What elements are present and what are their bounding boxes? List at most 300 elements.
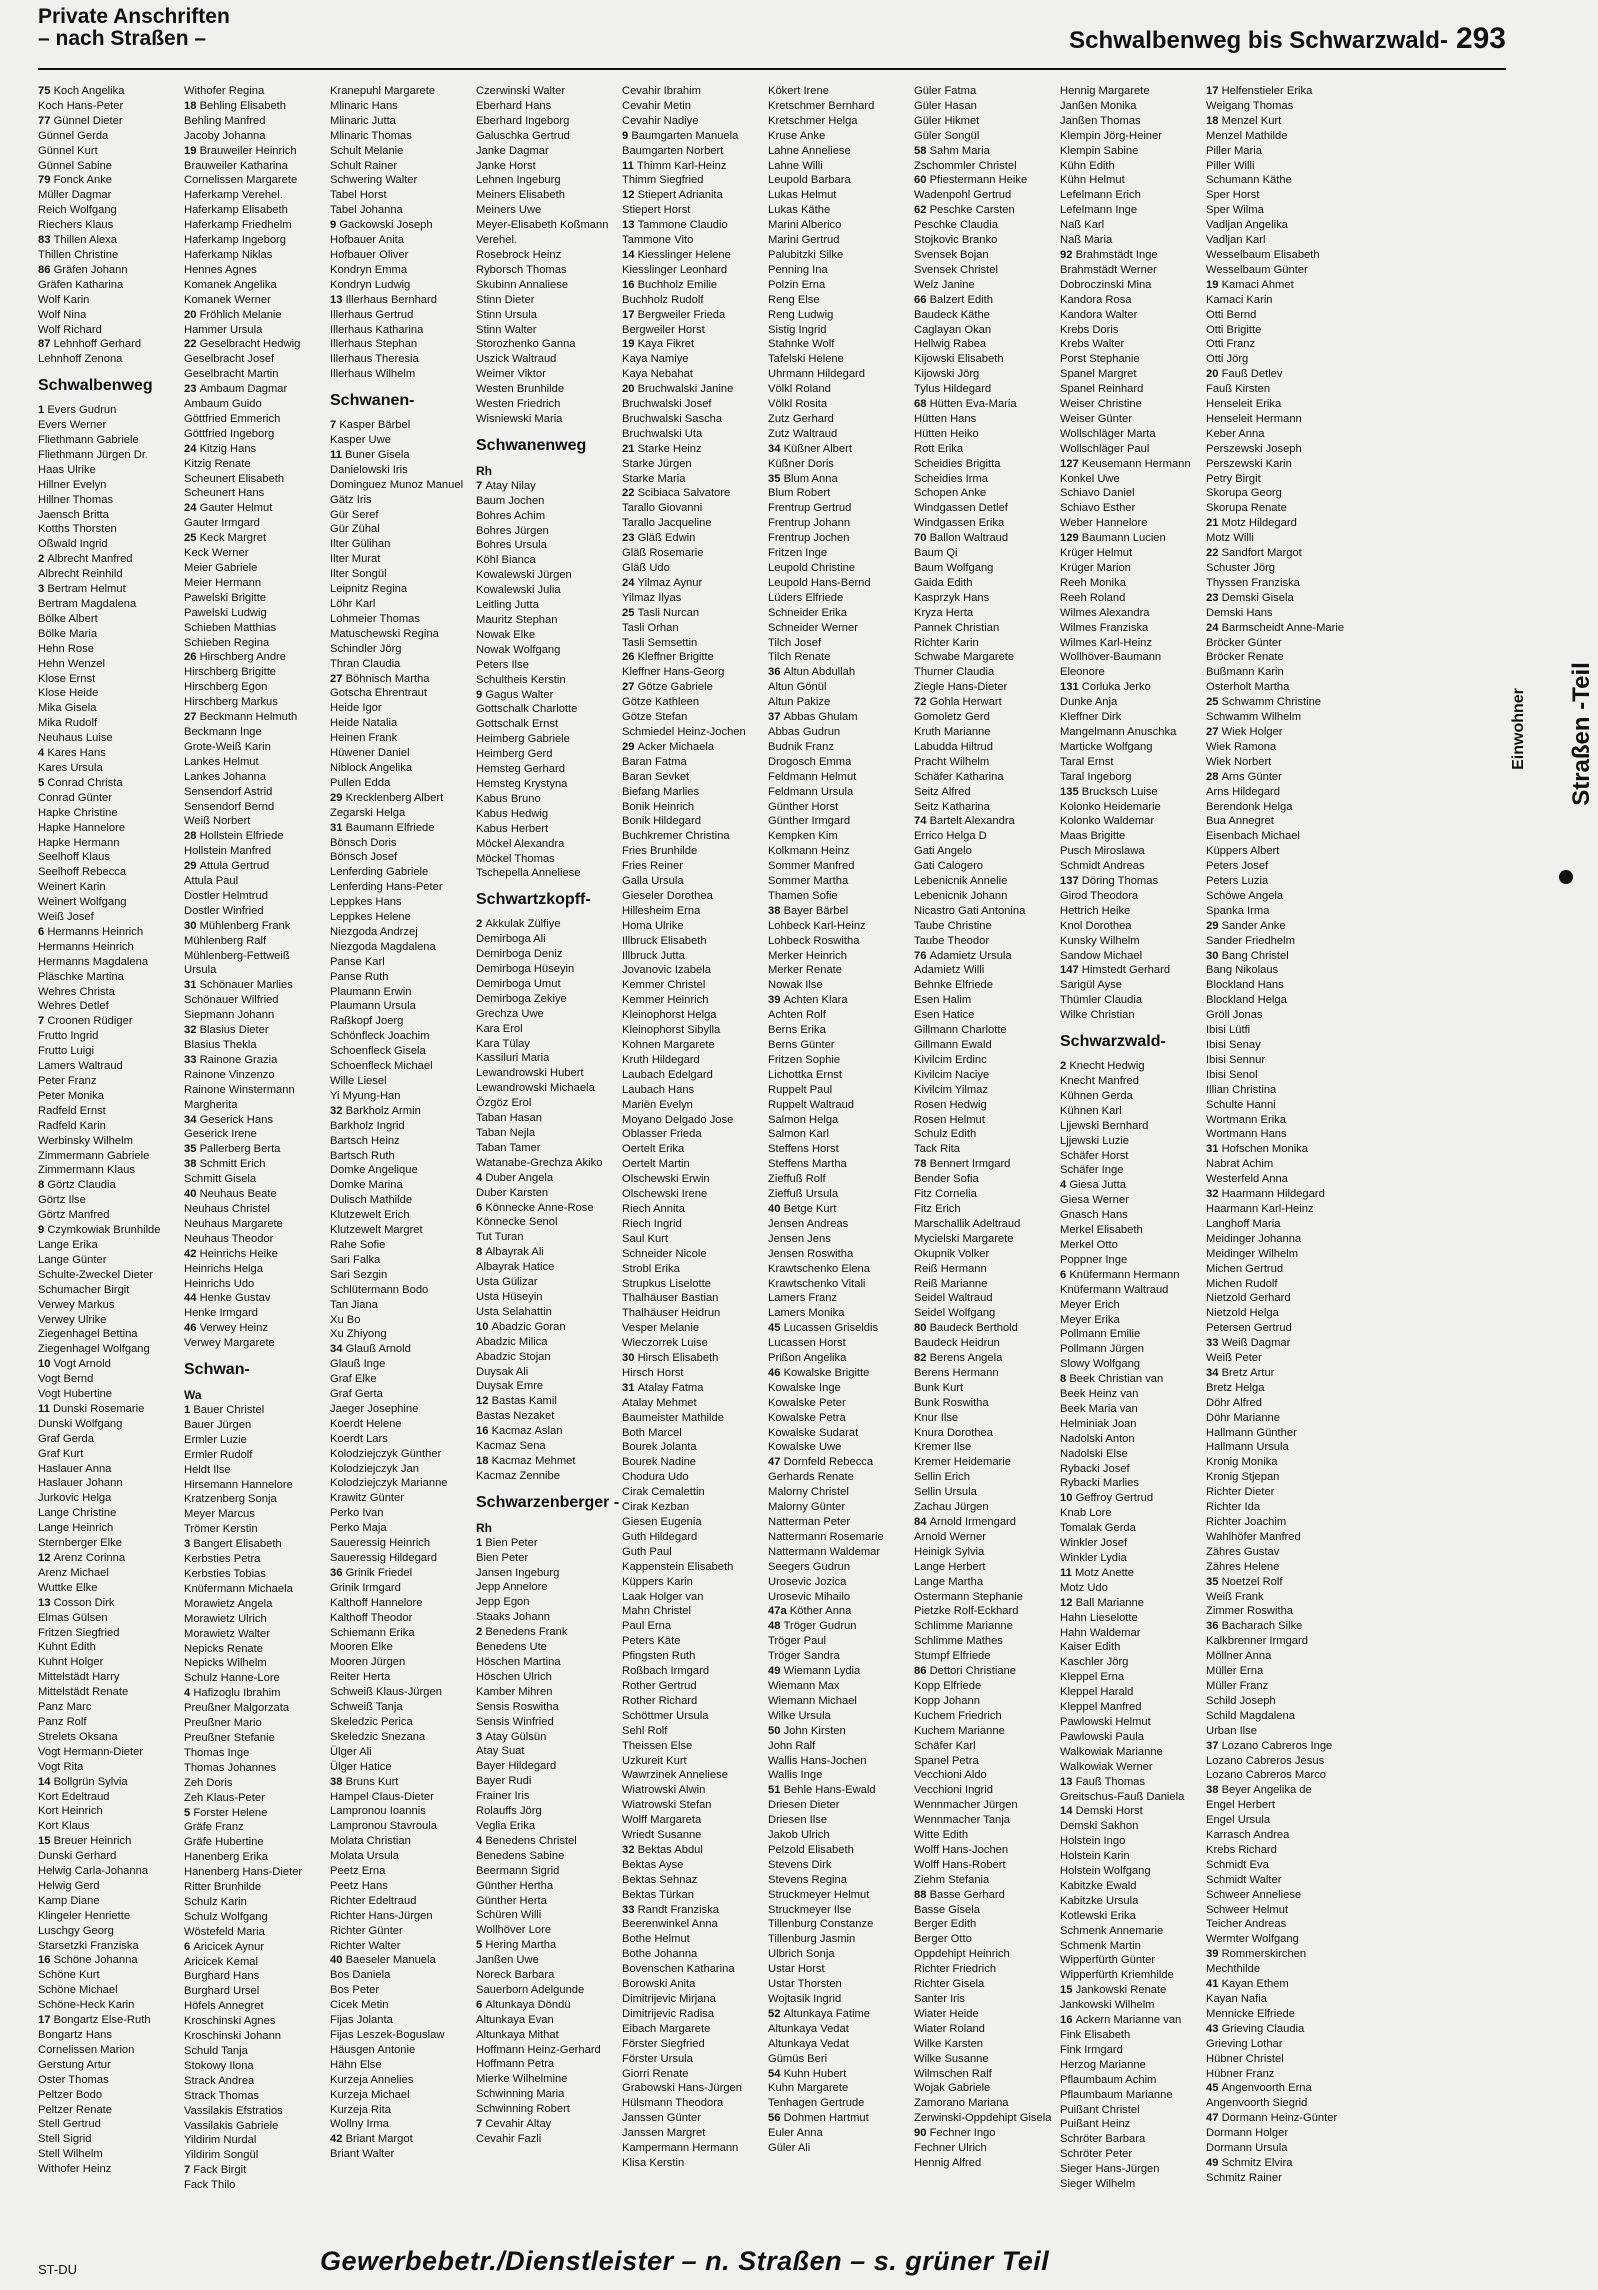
resident-name: Kivilcim Erdinc: [914, 1053, 987, 1066]
resident-name: Kassiluri Maria: [476, 1052, 550, 1065]
resident-name: Berger Otto: [914, 1933, 972, 1946]
resident-name: Zutz Waltraud: [768, 427, 838, 440]
resident-name: Weimer Viktor: [476, 368, 546, 381]
resident-name: Pawlowski Paula: [1060, 1730, 1144, 1743]
resident-entry: [476, 1908, 604, 1923]
resident-entry: [184, 829, 312, 844]
resident-name: Brucksch Luise: [1081, 785, 1158, 798]
resident-entry: [914, 814, 1042, 829]
resident-name: Lenferding Hans-Peter: [330, 881, 443, 894]
resident-name: Pläschke Martina: [38, 970, 124, 983]
resident-entry: [622, 1381, 750, 1396]
resident-entry: [38, 1804, 166, 1819]
resident-name: Breuer Heinrich: [53, 1835, 132, 1848]
resident-entry: [1060, 1506, 1188, 1521]
resident-entry: [1206, 546, 1334, 561]
resident-entry: [1206, 1470, 1334, 1485]
resident-name: Illian Christina: [1206, 1083, 1277, 1096]
resident-entry: [622, 1053, 750, 1068]
resident-entry: [476, 367, 604, 382]
resident-name: Altunkaya Vedat: [768, 2022, 849, 2035]
resident-entry: [330, 612, 458, 627]
resident-name: Thyssen Franziska: [1206, 576, 1300, 589]
resident-entry: [768, 1083, 896, 1098]
resident-entry: [476, 992, 604, 1007]
resident-name: Radfeld Ernst: [38, 1104, 106, 1117]
resident-entry: [184, 1217, 312, 1232]
resident-name: Reeh Monika: [1060, 576, 1126, 589]
house-number: 80: [914, 1322, 930, 1335]
resident-name: Sander Friedhelm: [1206, 934, 1295, 947]
house-number: 42: [184, 1247, 200, 1260]
resident-entry: [330, 1655, 458, 1670]
resident-name: Schmidt Eva: [1206, 1858, 1269, 1871]
resident-entry: [622, 1977, 750, 1992]
resident-name: Kowalske Peter: [768, 1396, 846, 1409]
resident-entry: [38, 597, 166, 612]
resident-name: Heimberg Gabriele: [476, 733, 570, 746]
resident-name: Uszick Waltraud: [476, 353, 557, 366]
resident-entry: [622, 1575, 750, 1590]
resident-entry: [184, 486, 312, 501]
resident-entry: [622, 1903, 750, 1918]
resident-name: Kroschinski Agnes: [184, 2015, 276, 2028]
resident-entry: [330, 1134, 458, 1149]
resident-entry: [1206, 352, 1334, 367]
resident-name: Stiepert Horst: [622, 204, 691, 217]
resident-entry: [622, 710, 750, 725]
resident-entry: [38, 1089, 166, 1104]
resident-entry: [184, 1910, 312, 1925]
resident-entry: [476, 1215, 604, 1230]
resident-name: Pusch Miroslawa: [1060, 845, 1145, 858]
resident-entry: [330, 352, 458, 367]
resident-name: Tasli Nurcan: [637, 606, 700, 619]
resident-entry: [38, 1551, 166, 1566]
resident-name: Behling Manfred: [184, 114, 266, 127]
resident-entry: [184, 1463, 312, 1478]
house-number: 21: [1206, 517, 1222, 530]
resident-name: Panse Ruth: [330, 970, 389, 983]
resident-name: Kandora Walter: [1060, 308, 1138, 321]
resident-entry: [184, 576, 312, 591]
resident-name: Taban Hasan: [476, 1112, 542, 1125]
resident-name: Mühlenberg-Fettweiß: [184, 949, 290, 962]
house-number: 74: [914, 815, 930, 828]
resident-name: Niezgoda Andrzej: [330, 925, 418, 938]
resident-name: Fechner Ulrich: [914, 2142, 987, 2155]
resident-name: Perszewski Karin: [1206, 457, 1292, 470]
house-number: 4: [38, 747, 48, 760]
resident-name: Krecklenberg Albert: [345, 791, 444, 804]
resident-name: Sper Horst: [1206, 189, 1260, 202]
resident-entry: [184, 1172, 312, 1187]
resident-entry: [1206, 1903, 1334, 1918]
resident-entry: [914, 1649, 1042, 1664]
resident-entry: [1206, 382, 1334, 397]
resident-entry: [622, 293, 750, 308]
resident-name: Berens Hermann: [914, 1366, 999, 1379]
resident-name: Akkulak Zülfiye: [485, 918, 561, 931]
resident-entry: [330, 1760, 458, 1775]
resident-entry: [38, 1506, 166, 1521]
resident-name: Illbruck Jutta: [622, 949, 685, 962]
resident-entry: [38, 1014, 166, 1029]
resident-name: Skubinn Annaliese: [476, 278, 569, 291]
resident-name: Bektas Ayse: [622, 1858, 684, 1871]
resident-entry: [768, 2111, 896, 2126]
resident-entry: [330, 1626, 458, 1641]
resident-entry: [184, 2148, 312, 2163]
resident-name: Fack Birgit: [193, 2164, 247, 2177]
resident-name: Kolonko Waldemar: [1060, 815, 1155, 828]
resident-entry: [1206, 1947, 1334, 1962]
resident-entry: [914, 1351, 1042, 1366]
resident-entry: [1060, 531, 1188, 546]
resident-entry: [1060, 680, 1188, 695]
house-number: 86: [38, 263, 54, 276]
resident-entry: [768, 114, 896, 129]
resident-entry: [184, 740, 312, 755]
resident-name: Otti Jörg: [1206, 353, 1249, 366]
resident-entry: [330, 999, 458, 1014]
house-number: 34: [1206, 1366, 1222, 1379]
resident-name: Haslauer Anna: [38, 1462, 112, 1475]
house-number: 34: [184, 1113, 200, 1126]
house-number: 18: [184, 99, 200, 112]
resident-name: Wilke Karsten: [914, 2037, 984, 2050]
resident-entry: [914, 1768, 1042, 1783]
resident-entry: [622, 1277, 750, 1292]
resident-name: Dettori Christiane: [929, 1665, 1016, 1678]
resident-entry: [768, 99, 896, 114]
resident-name: Mangelmann Anuschka: [1060, 725, 1177, 738]
resident-name: Sari Falka: [330, 1253, 381, 1266]
resident-name: Bien Peter: [476, 1551, 529, 1564]
resident-name: Koerdt Helene: [330, 1417, 402, 1430]
resident-name: Lange Günter: [38, 1253, 107, 1266]
resident-entry: [1060, 1760, 1188, 1775]
resident-entry: [768, 1172, 896, 1187]
resident-entry: [1206, 1843, 1334, 1858]
resident-entry: [38, 1372, 166, 1387]
resident-entry: [1206, 1724, 1334, 1739]
resident-name: Rainone Grazia: [199, 1053, 278, 1066]
resident-entry: [476, 218, 609, 233]
resident-name: Bovenschen Katharina: [622, 1963, 735, 1976]
resident-entry: [622, 2111, 750, 2126]
resident-entry: [476, 308, 604, 323]
resident-name: Tillenburg Constanze: [768, 1918, 874, 1931]
resident-name: Kalthoff Hannelore: [330, 1596, 423, 1609]
resident-name: Osterholt Martha: [1206, 681, 1290, 694]
resident-entry: [38, 1223, 166, 1238]
page-number: 293: [1455, 22, 1506, 55]
resident-name: Spanel Reinhard: [1060, 383, 1144, 396]
resident-entry: [914, 1590, 1042, 1605]
resident-entry: [38, 159, 166, 174]
resident-entry: [476, 2102, 604, 2117]
resident-entry: [38, 2162, 166, 2177]
resident-name: Kuchem Friedrich: [914, 1709, 1002, 1722]
resident-entry: [622, 2096, 750, 2111]
resident-entry: [1060, 1462, 1188, 1477]
resident-name: Janßen Thomas: [1060, 114, 1141, 127]
resident-entry: [622, 1217, 750, 1232]
resident-entry: [184, 516, 312, 531]
resident-name: Mika Gisela: [38, 702, 97, 715]
resident-name: Taban Nejla: [476, 1127, 536, 1139]
resident-name: Aricicek Aynur: [193, 1940, 265, 1953]
house-number: 38: [184, 1158, 200, 1171]
resident-name: Peters Ilse: [476, 658, 529, 671]
resident-name: Kleffner Dirk: [1060, 711, 1122, 724]
resident-name: Kabus Hedwig: [476, 807, 549, 820]
resident-entry: [1060, 1849, 1188, 1864]
resident-name: Haferkamp Friedhelm: [184, 219, 292, 232]
resident-name: Bourek Jolanta: [622, 1441, 697, 1454]
house-number: 15: [1060, 1984, 1076, 1997]
resident-entry: [184, 919, 312, 934]
resident-entry: [768, 874, 896, 889]
resident-name: Günnel Sabine: [38, 159, 113, 172]
resident-entry: [914, 1873, 1042, 1888]
resident-name: Helwig Carla-Johanna: [38, 1865, 149, 1878]
resident-name: Strobl Erika: [622, 1262, 680, 1275]
resident-entry: [622, 382, 750, 397]
resident-name: Mooren Jürgen: [330, 1656, 406, 1669]
resident-entry: [476, 1171, 604, 1186]
resident-entry: [622, 1694, 750, 1709]
resident-name: Geselbracht Hedwig: [199, 338, 301, 351]
resident-entry: [476, 762, 604, 777]
resident-name: Grinik Irmgard: [330, 1581, 401, 1594]
resident-name: Ilter Gülihan: [330, 538, 391, 551]
resident-name: Abadzic Milica: [476, 1335, 548, 1348]
resident-entry: [1060, 1447, 1188, 1462]
resident-entry: [768, 904, 896, 919]
resident-name: Meier Gabriele: [184, 562, 258, 574]
resident-entry: [184, 800, 312, 815]
resident-entry: [330, 1372, 458, 1387]
resident-entry: [184, 427, 312, 442]
house-number: 31: [622, 1381, 638, 1394]
resident-name: Krebs Richard: [1206, 1843, 1277, 1856]
resident-name: Eibach Margarete: [622, 2022, 711, 2035]
resident-name: Wilmschen Ralf: [914, 2067, 992, 2080]
resident-entry: [622, 621, 750, 636]
resident-entry: [330, 1745, 458, 1760]
house-number: 4: [184, 1687, 194, 1700]
resident-entry: [768, 814, 896, 829]
resident-name: Sternberger Elke: [38, 1537, 122, 1550]
resident-name: Thillen Christine: [38, 248, 119, 261]
resident-name: Meidinger Johanna: [1206, 1232, 1302, 1245]
resident-entry: [184, 695, 312, 710]
resident-name: Lange Erika: [38, 1238, 98, 1251]
resident-entry: [1206, 1411, 1334, 1426]
resident-entry: [38, 1879, 166, 1894]
resident-entry: [1060, 755, 1188, 770]
resident-entry: [1060, 978, 1188, 993]
resident-entry: [184, 1262, 312, 1277]
house-number: 32: [622, 1843, 638, 1856]
resident-entry: [38, 1074, 166, 1089]
resident-name: Gottschalk Charlotte: [476, 703, 578, 716]
resident-name: Uhrmann Hildegard: [768, 368, 866, 381]
resident-name: Baum Qi: [914, 547, 958, 560]
resident-name: Scibiaca Salvatore: [637, 487, 731, 500]
resident-name: Frainer Iris: [476, 1790, 530, 1803]
resident-name: Sander Anke: [1221, 919, 1286, 932]
resident-name: Richter Dieter: [1206, 1486, 1275, 1499]
resident-name: Feldmann Ursula: [768, 785, 854, 798]
resident-name: Jacoby Johanna: [184, 129, 266, 142]
resident-name: Uzkureit Kurt: [622, 1754, 687, 1767]
resident-name: Skeledzic Snezana: [330, 1730, 426, 1743]
resident-entry: [768, 1992, 896, 2007]
resident-name: Hapke Hannelore: [38, 821, 126, 834]
resident-name: Altun Gönül: [768, 681, 827, 694]
resident-name: Weinert Wolfgang: [38, 896, 127, 909]
resident-name: Strelets Oksana: [38, 1730, 118, 1743]
resident-entry: [38, 1119, 166, 1134]
resident-entry: [622, 1172, 750, 1187]
resident-name: Gümüs Beri: [768, 2052, 828, 2065]
resident-entry: [622, 1351, 750, 1366]
resident-entry: [1206, 1306, 1334, 1321]
resident-name: Rott Erika: [914, 442, 964, 455]
resident-name: Staaks Johann: [476, 1611, 551, 1624]
resident-name: Heide Natalia: [330, 717, 398, 730]
resident-name: Skorupa Renate: [1206, 502, 1287, 515]
resident-name: Schuld Tanja: [184, 2045, 248, 2057]
resident-name: Meyer Marcus: [184, 1508, 255, 1521]
resident-name: Böhnisch Martha: [345, 672, 430, 685]
resident-entry: [38, 293, 166, 308]
resident-name: Natterman Peter: [768, 1516, 851, 1528]
resident-entry: [622, 963, 750, 978]
resident-entry: [330, 537, 458, 552]
resident-entry: [184, 218, 312, 233]
resident-name: Schäfer Horst: [1060, 1149, 1129, 1162]
resident-name: Motz Willi: [1206, 532, 1254, 545]
resident-name: Frentrup Gertrud: [768, 502, 852, 515]
house-number: 22: [1206, 547, 1222, 560]
resident-entry: [476, 1335, 604, 1350]
resident-entry: [38, 418, 166, 433]
house-number: 40: [184, 1188, 200, 1201]
resident-entry: [768, 1291, 896, 1306]
resident-name: Usta Hüseyin: [476, 1290, 543, 1303]
resident-entry: [184, 1656, 312, 1671]
resident-name: Kleffner Hans-Georg: [622, 666, 725, 679]
resident-name: Kowalske Petra: [768, 1411, 846, 1424]
resident-name: Gätz Iris: [330, 493, 372, 506]
resident-name: Ziegenhagel Wolfgang: [38, 1343, 150, 1356]
resident-name: Rosen Hedwig: [914, 1098, 987, 1111]
resident-name: Panz Rolf: [38, 1715, 87, 1728]
resident-name: Helfenstieler Erika: [1221, 85, 1313, 97]
resident-entry: [768, 382, 896, 397]
resident-name: Kitzig Hans: [199, 442, 257, 455]
resident-entry: [1206, 1142, 1334, 1157]
resident-entry: [184, 1127, 312, 1142]
resident-name: Keber Anna: [1206, 427, 1265, 440]
resident-name: Morawietz Ulrich: [184, 1612, 267, 1625]
resident-entry: [38, 129, 166, 144]
resident-name: Mooren Elke: [330, 1641, 393, 1654]
resident-entry: [476, 568, 604, 583]
header-rule: [38, 68, 1506, 70]
house-number: 47: [1206, 2112, 1222, 2125]
resident-name: Jensen Jens: [768, 1232, 831, 1245]
resident-name: Hennig Alfred: [914, 2156, 982, 2169]
resident-entry: [184, 710, 312, 725]
resident-entry: [330, 880, 458, 895]
resident-name: Kunsky Wilhelm: [1060, 934, 1140, 947]
resident-name: Pelzold Elisabeth: [768, 1843, 854, 1856]
resident-entry: [38, 672, 166, 687]
resident-name: Oertelt Martin: [622, 1158, 690, 1171]
resident-entry: [1206, 1754, 1334, 1769]
resident-name: Wöstefeld Maria: [184, 1925, 265, 1938]
resident-entry: [1206, 457, 1334, 472]
house-number: 42: [330, 2133, 346, 2146]
resident-entry: [1206, 755, 1334, 770]
resident-name: Peschke Carsten: [929, 204, 1015, 217]
resident-entry: [476, 917, 604, 932]
resident-name: Janke Dagmar: [476, 144, 549, 157]
resident-name: Laak Holger van: [622, 1590, 704, 1603]
resident-name: Weinert Karin: [38, 881, 106, 894]
resident-name: Tröger Gudrun: [783, 1620, 857, 1633]
resident-entry: [38, 1149, 166, 1164]
resident-name: Altunkaya Evan: [476, 2013, 554, 2026]
resident-entry: [476, 1536, 604, 1551]
resident-name: Tabel Johanna: [330, 204, 403, 217]
house-number: 82: [914, 1352, 930, 1365]
resident-entry: [330, 508, 458, 523]
resident-name: Bönsch Doris: [330, 836, 397, 849]
resident-entry: [622, 1798, 750, 1813]
resident-name: Vogt Bernd: [38, 1373, 94, 1386]
resident-entry: [1206, 1008, 1334, 1023]
resident-name: Kort Klaus: [38, 1820, 90, 1833]
resident-name: Kamaci Karin: [1206, 293, 1273, 306]
resident-entry: [38, 1462, 166, 1477]
resident-name: Küppers Karin: [622, 1575, 693, 1588]
directory-column: [622, 84, 750, 2171]
house-number: 46: [184, 1322, 200, 1335]
resident-name: Hammer Ursula: [184, 323, 263, 336]
resident-name: Peltzer Bodo: [38, 2088, 103, 2101]
resident-entry: [914, 188, 1042, 203]
resident-name: Eleonore: [1060, 666, 1105, 679]
resident-entry: [1206, 1739, 1334, 1754]
resident-entry: [768, 1903, 896, 1918]
resident-name: Giesa Jutta: [1069, 1179, 1126, 1192]
resident-entry: [1206, 1694, 1334, 1709]
resident-entry: [38, 910, 166, 925]
resident-name: Pfiestermann Heike: [929, 174, 1028, 187]
resident-entry: [1206, 1381, 1334, 1396]
resident-entry: [476, 1141, 604, 1156]
resident-name: Windgassen Erika: [914, 517, 1005, 530]
resident-name: Hübner Christel: [1206, 2052, 1284, 2065]
resident-name: Schulz Wolfgang: [184, 1910, 268, 1923]
resident-name: Wisniewski Maria: [476, 412, 563, 425]
